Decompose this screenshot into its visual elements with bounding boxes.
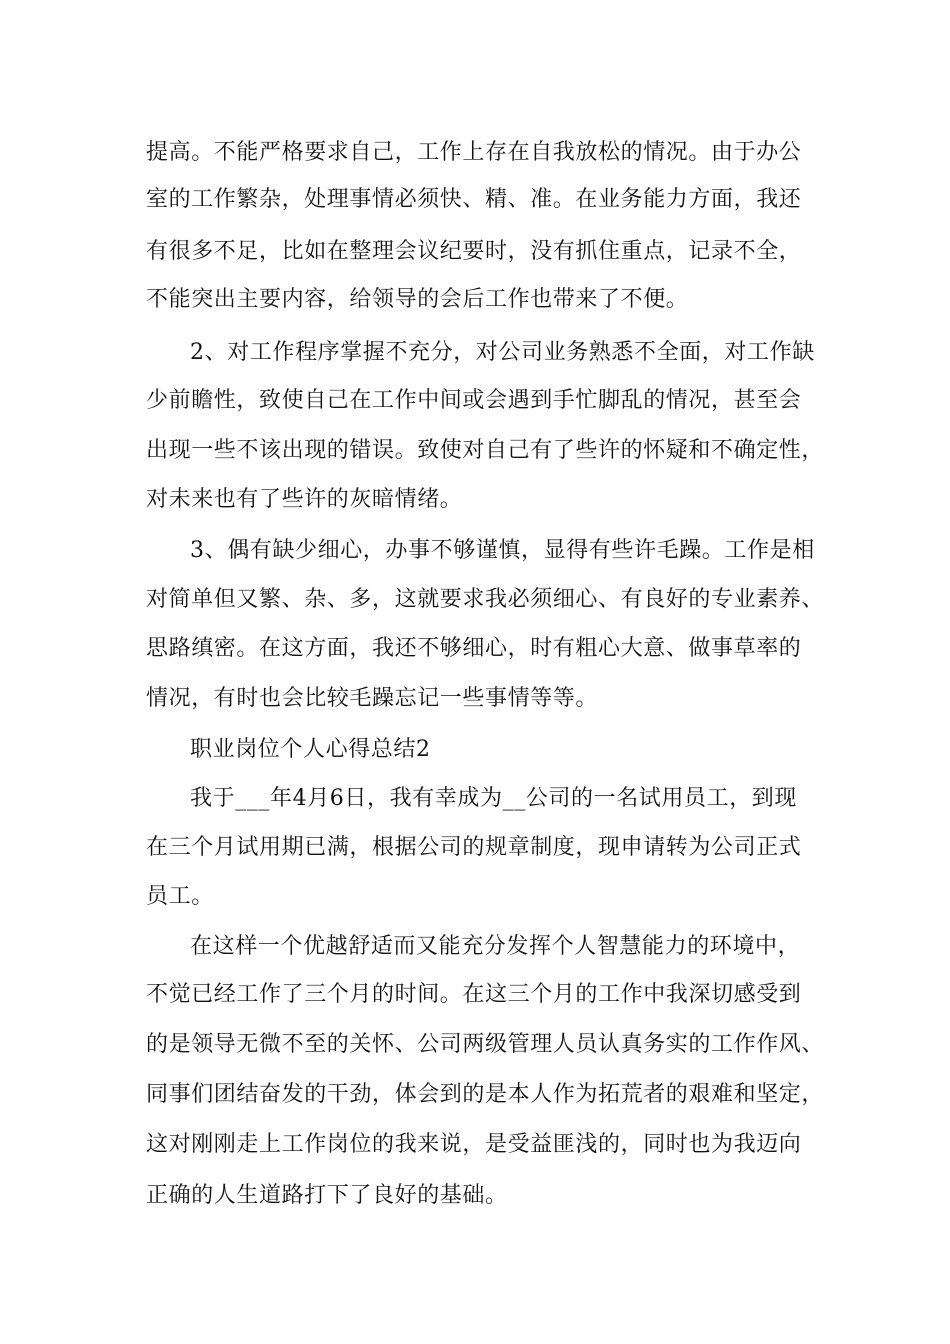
text-line: 情况，有时也会比较毛躁忘记一些事情等等。 bbox=[146, 686, 599, 711]
text-line: 2、对工作程序掌握不充分，对公司业务熟悉不全面，对工作缺 bbox=[190, 340, 815, 365]
text-line: 不觉已经工作了三个月的时间。在这三个月的工作中我深切感受到 bbox=[146, 982, 802, 1007]
text-line: 在三个月试用期已满，根据公司的规章制度，现申请转为公司正式 bbox=[146, 835, 802, 860]
text-line: 对未来也有了些许的灰暗情绪。 bbox=[146, 487, 463, 512]
text-line: 有很多不足，比如在整理会议纪要时，没有抓住重点，记录不全， bbox=[146, 239, 802, 264]
text-line: 室的工作繁杂，处理事情必须快、精、准。在业务能力方面，我还 bbox=[146, 187, 802, 212]
text-line: 这对刚刚走上工作岗位的我来说，是受益匪浅的，同时也为我迈向 bbox=[146, 1132, 802, 1157]
text-line: 提高。不能严格要求自己，工作上存在自我放松的情况。由于办公 bbox=[146, 140, 802, 165]
text-line: 出现一些不该出现的错误。致使对自己有了些许的怀疑和不确定性， bbox=[146, 438, 825, 463]
section-heading: 职业岗位个人心得总结2 bbox=[190, 737, 431, 762]
text-line: 员工。 bbox=[146, 884, 214, 909]
text-line: 正确的人生道路打下了良好的基础。 bbox=[146, 1183, 508, 1208]
text-line: 不能突出主要内容，给领导的会后工作也带来了不便。 bbox=[146, 287, 689, 312]
text-line: 的是领导无微不至的关怀、公司两级管理人员认真务实的工作作风、 bbox=[146, 1032, 825, 1057]
text-line: 对简单但又繁、杂、多，这就要求我必须细心、有良好的专业素养、 bbox=[146, 587, 825, 612]
text-line: 少前瞻性，致使自己在工作中间或会遇到手忙脚乱的情况，甚至会 bbox=[146, 388, 802, 413]
text-line: 在这样一个优越舒适而又能充分发挥个人智慧能力的环境中， bbox=[190, 934, 801, 959]
text-line: 3、偶有缺少细心，办事不够谨慎，显得有些许毛躁。工作是相 bbox=[190, 538, 815, 563]
text-line: 同事们团结奋发的干劲，体会到的是本人作为拓荒者的艰难和坚定， bbox=[146, 1082, 825, 1107]
text-line: 思路缜密。在这方面，我还不够细心，时有粗心大意、做事草率的 bbox=[146, 636, 802, 661]
text-line: 我于___年4月6日，我有幸成为__公司的一名试用员工，到现 bbox=[190, 786, 797, 811]
